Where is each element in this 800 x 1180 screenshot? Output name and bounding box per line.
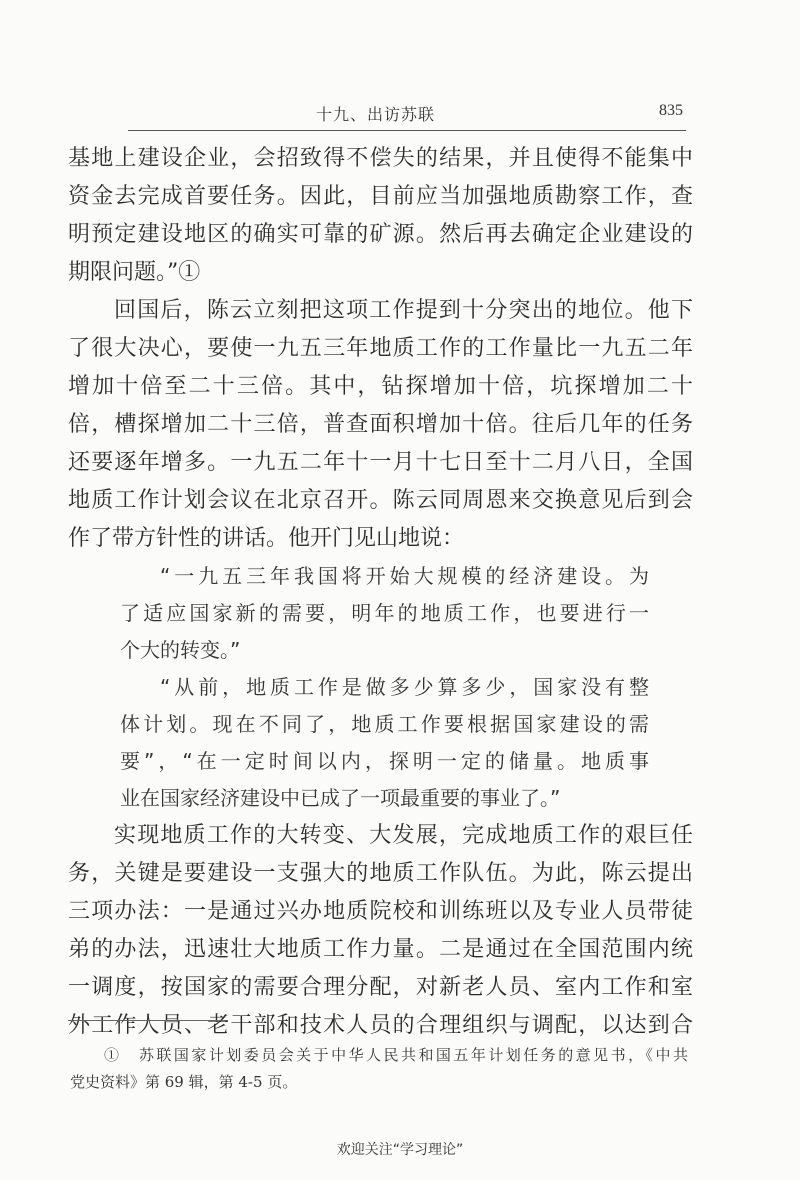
- block-quote: [68, 558, 693, 817]
- footer-note: 欢迎关注“学习理论”: [336, 1142, 464, 1158]
- footnote-line: 党史资料》第 69 辑，第 4-5 页。: [70, 1073, 298, 1091]
- text-line: 实现地质工作的大转变、大发展，完成地质工作的艰巨任: [114, 823, 693, 848]
- text-line: 基地上建设企业，会招致得不偿失的结果，并且使得不能集中: [68, 146, 693, 171]
- page-header: [128, 100, 683, 130]
- text-line: 弟的办法，迅速壮大地质工作力量。二是通过在全国范围内统: [68, 937, 693, 962]
- text-line: 增加十倍至二十三倍。其中，钻探增加十倍，坑探增加二十: [68, 374, 693, 399]
- quote-line: 体计划。现在不同了，地质工作要根据国家建设的需: [120, 712, 649, 736]
- quote-line: “一九五三年我国将开始大规模的经济建设。为: [160, 564, 649, 588]
- quote-line: 要”，“在一定时间以内，探明一定的储量。地质事: [120, 749, 649, 773]
- text-line: 三项办法：一是通过兴办地质院校和训练班以及专业人员带徒: [68, 899, 693, 924]
- quote-line: 个大的转变。”: [120, 638, 241, 662]
- running-title: 十九、出访苏联: [316, 105, 436, 124]
- footnote: [70, 1042, 688, 1096]
- footnote-line: ① 苏联国家计划委员会关于中华人民共和国五年计划任务的意见书，《中共: [104, 1046, 688, 1064]
- text-line: 了很大决心，要使一九五三年地质工作的工作量比一九五二年: [68, 336, 693, 361]
- text-line: 明预定建设地区的确实可靠的矿源。然后再去确定企业建设的: [68, 222, 693, 247]
- body-text: [68, 140, 693, 1045]
- footnote-rule: [68, 1020, 228, 1021]
- quote-line: 了适应国家新的需要，明年的地质工作，也要进行一: [120, 601, 649, 625]
- text-line: 外工作人员、老干部和技术人员的合理组织与调配，以达到合: [68, 1013, 693, 1038]
- text-line: 还要逐年增多。一九五二年十一月十七日至十二月八日，全国: [68, 450, 693, 475]
- text-line: 作了带方针性的讲话。他开门见山地说：: [68, 526, 465, 551]
- text-line: 倍，槽探增加二十三倍，普查面积增加十倍。往后几年的任务: [68, 412, 693, 437]
- page-number: 835: [659, 102, 683, 119]
- quote-line: 业在国家经济建设中已成了一项最重要的事业了。”: [120, 786, 561, 810]
- text-line: 务，关键是要建设一支强大的地质工作队伍。为此，陈云提出: [68, 861, 693, 886]
- text-line: 地质工作计划会议在北京召开。陈云同周恩来交换意见后到会: [68, 488, 693, 513]
- text-line: 期限问题。”①: [68, 260, 201, 285]
- quote-line: “从前，地质工作是做多少算多少，国家没有整: [160, 675, 649, 699]
- text-line: 一调度，按国家的需要合理分配，对新老人员、室内工作和室: [68, 975, 693, 1000]
- header-rule: [128, 130, 686, 131]
- text-line: 回国后，陈云立刻把这项工作提到十分突出的地位。他下: [114, 298, 693, 323]
- text-line: 资金去完成首要任务。因此，目前应当加强地质勘察工作，查: [68, 184, 693, 209]
